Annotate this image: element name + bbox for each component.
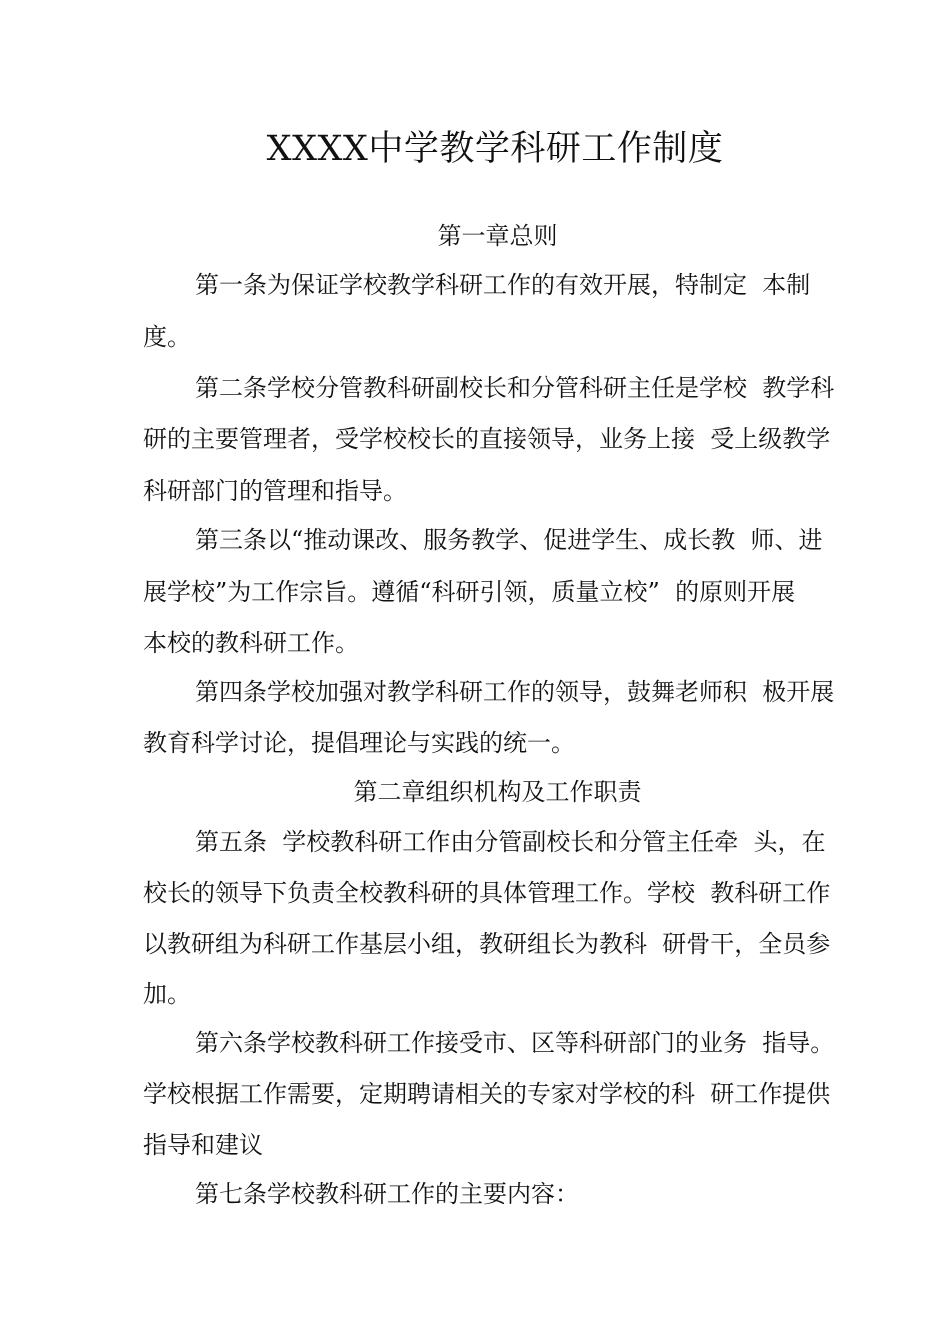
article-1-line-1: 第一条为保证学校教学科研工作的有效开展，特制定 本制 xyxy=(195,271,811,299)
article-3-line-2: 展学校”为工作宗旨。遵循“科研引领，质量立校” 的原则开展 xyxy=(143,578,796,606)
article-2-line-1: 第二条学校分管教科研副校长和分管科研主任是学校 教学科 xyxy=(195,374,835,402)
article-5-line-1: 第五条 学校教科研工作由分管副校长和分管主任牵 头，在 xyxy=(195,828,826,856)
article-5-line-2: 校长的领导下负责全校教科研的具体管理工作。学校 教科研工作 xyxy=(143,879,831,907)
article-1-line-2: 度。 xyxy=(143,323,191,351)
article-3-line-1: 第三条以“推动课改、服务教学、促进学生、成长教 师、进 xyxy=(195,526,823,554)
article-2-line-2: 研的主要管理者，受学校校长的直接领导，业务上接 受上级教学 xyxy=(143,425,831,453)
document-title: XXXX中学教学科研工作制度 xyxy=(266,129,724,169)
article-5-line-3: 以教研组为科研工作基层小组，教研组长为教科 研骨干，全员参 xyxy=(143,930,831,958)
article-2-line-3: 科研部门的管理和指导。 xyxy=(143,477,407,505)
chapter-2-heading: 第二章组织机构及工作职责 xyxy=(353,778,642,806)
article-6-line-2: 学校根据工作需要，定期聘请相关的专家对学校的科 研工作提供 xyxy=(143,1080,831,1108)
article-4-line-2: 教育科学讨论，提倡理论与实践的统一。 xyxy=(143,729,575,757)
chapter-1-heading: 第一章总则 xyxy=(437,222,558,250)
article-5-line-4: 加。 xyxy=(143,980,191,1008)
article-6-line-3: 指导和建议 xyxy=(143,1131,263,1159)
article-4-line-1: 第四条学校加强对教学科研工作的领导，鼓舞老师积 极开展 xyxy=(195,678,835,706)
article-7-line-1: 第七条学校教科研工作的主要内容： xyxy=(195,1180,579,1208)
article-6-line-1: 第六条学校教科研工作接受市、区等科研部门的业务 指导。 xyxy=(195,1029,835,1057)
article-3-line-3: 本校的教科研工作。 xyxy=(143,629,359,657)
